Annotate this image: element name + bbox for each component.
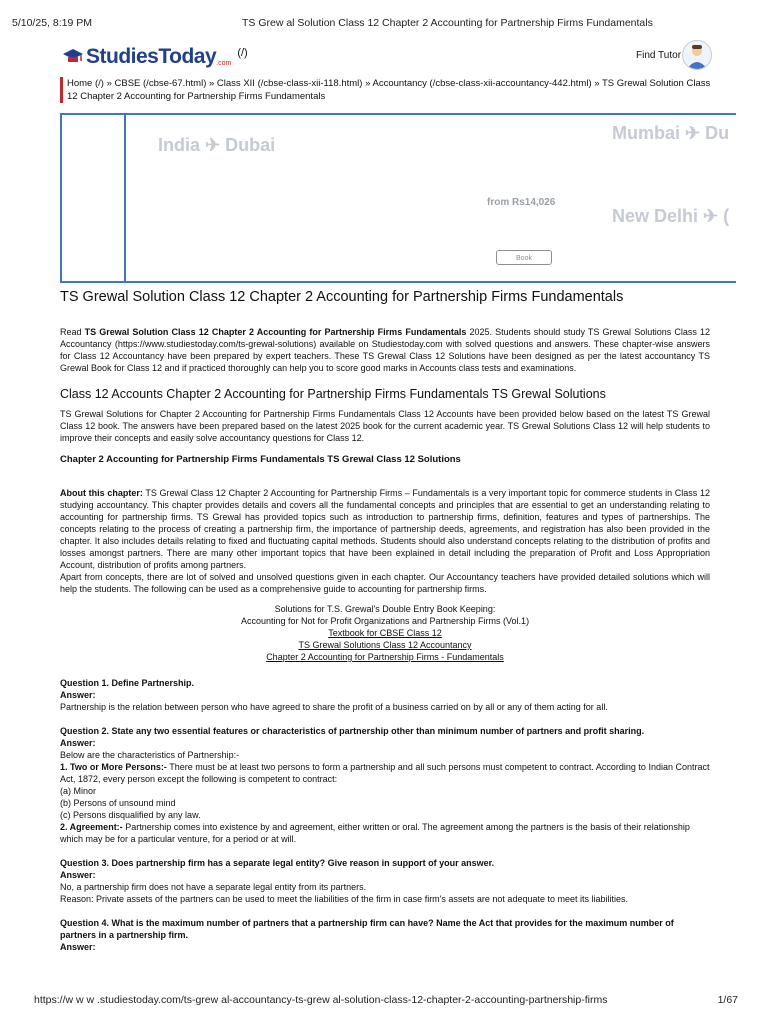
answer-label: Answer:	[60, 690, 96, 700]
find-tutor-link[interactable]: Find Tutor	[636, 50, 682, 61]
article	[60, 288, 710, 953]
ad-book-button[interactable]: Book	[496, 250, 552, 265]
print-url: https://w w w .studiestoday.com/ts-grew al-accountancy-ts-grew al-solution-class-12-chapter-2-accounting-partnership-firms	[34, 994, 608, 1006]
about-label: About this chapter:	[60, 488, 143, 498]
ad-price: from Rs14,026	[487, 197, 556, 208]
center-line: Solutions for T.S. Grewal's Double Entry Book Keeping:	[274, 604, 496, 614]
ad-route-mumbai: Mumbai ✈ Du	[612, 123, 730, 143]
section-heading: Chapter 2 Accounting for Partnership Firms Fundamentals TS Grewal Class 12 Solutions	[60, 454, 461, 465]
print-title: TS Grew al Solution Class 12 Chapter 2 Accounting for Partnership Firms Fundamentals	[242, 17, 653, 29]
flight-ad-banner[interactable]	[60, 113, 736, 283]
answer-text: No, a partnership firm does not have a separate legal entity from its partners.	[60, 882, 367, 892]
sub-paragraph: TS Grewal Solutions for Chapter 2 Accounting for Partnership Firms Fundamentals Class 12 Accounts have been provided below based on the latest TS Grewal Class 12 book. The answers have been prepared based on the latest 2025 book for the current academic year. TS Grewal Solutions Class 12 will help students to improve their concepts and easily solve accountancy questions for Class 12.	[60, 409, 710, 443]
site-logo[interactable]	[62, 42, 248, 72]
ad-route-new-delhi: New Delhi ✈ (	[612, 206, 730, 226]
solutions-block	[60, 603, 710, 663]
logo-suffix: .com	[216, 59, 232, 67]
question-2	[60, 725, 710, 845]
point-text: Partnership comes into existence by and agreement, either written or oral. The agreement among the partners is the basis of their relationship which may be for a particular venture, for a period or at will.	[60, 822, 690, 844]
answer-text: Partnership is the relation between person who have agreed to share the profit of a business carried on by all or any of them acting for all.	[60, 702, 608, 712]
print-datetime: 5/10/25, 8:19 PM	[12, 17, 92, 29]
list-item: (a) Minor	[60, 786, 97, 796]
breadcrumb[interactable]: Home (/) » CBSE (/cbse-67.html) » Class XII (/cbse-class-xii-118.html) » Accountancy (/cbse-class-xii-accountancy-442.html) » TS Grewal Solution Class 12 Chapter 2 Accounting for Partnership Firms Fundamentals	[60, 77, 717, 103]
textbook-link[interactable]: Textbook for CBSE Class 12	[328, 628, 442, 638]
logo-text: StudiesToday	[86, 45, 217, 68]
question-1	[60, 677, 710, 713]
intro-rest: 2025. Students should study TS Grewal Solutions Class 12 Accountancy (https://www.studiestoday.com/ts-grewal-solutions) available on Studiestoday.com with solved questions and answers. These chapter-wise answers for Class 12 Accountancy have been prepared by expert teachers. These TS Grewal Class 12 Solutions have been designed as per the latest accountancy TS Grewal Book for Class 12 and if practiced thoroughly can help you to score good marks in Accounts class tests and examinations.	[60, 327, 710, 373]
intro-paragraph	[60, 326, 710, 374]
ad-route-india-dubai: India ✈ Dubai	[158, 135, 276, 155]
question-text: Question 3. Does partnership firm has a separate legal entity? Give reason in support of your answer.	[60, 858, 495, 868]
answer-label: Answer:	[60, 942, 96, 952]
graduation-cap-icon	[62, 46, 84, 68]
page-title: TS Grewal Solution Class 12 Chapter 2 Accounting for Partnership Firms Fundamentals	[60, 289, 624, 305]
answer-label: Answer:	[60, 738, 96, 748]
answer-text: Reason: Private assets of the partners can be used to meet the liabilities of the firm in case firm's assets are not adequate to meet its liabilities.	[60, 894, 629, 904]
user-avatar-icon[interactable]	[682, 40, 712, 70]
answer-point	[60, 761, 710, 785]
about-paragraph	[60, 487, 710, 571]
apart-paragraph: Apart from concepts, there are lot of solved and unsolved questions given in each chapter. Our Accountancy teachers have provided detailed solutions which will help the students. The following can be used as a comprehensive guide to accounting for partnership firms.	[60, 572, 710, 594]
list-item: (c) Persons disqualified by any law.	[60, 810, 201, 820]
banner-divider	[124, 115, 126, 281]
question-text: Question 1. Define Partnership.	[60, 678, 195, 688]
about-text: TS Grewal Class 12 Chapter 2 Accounting for Partnership Firms – Fundamentals is a very important topic for commerce students in Class 12 studying accountancy. This chapter provides details and covers all the fundamental concepts and principles that are essential to get an understanding relating to accounting for partnership firms. TS Grewal has provided topics such as introduction to partnership firms, definition, features and types of partnerships. The concepts relating to the process of creating a partnership firm, the importance of partnership deeds, agreements, and registration has also been provided in the chapter. It also includes details relating to fixed and fluctuating capital methods. Students should also understand concepts relating to the distribution of profits and losses amongst partners. There are many other important topics that have been explained in detail including the preparation of Profit and Loss Appropriation Account, distribution of profits among partners.	[60, 488, 710, 570]
question-text: Question 2. State any two essential features or characteristics of partnership other than minimum number of partners and profit sharing.	[60, 726, 645, 736]
ts-grewal-solutions-link[interactable]: TS Grewal Solutions Class 12 Accountancy	[298, 640, 472, 650]
chapter-2-link[interactable]: Chapter 2 Accounting for Partnership Firms - Fundamentals	[266, 652, 504, 662]
point-text: There must be at least two persons to form a partnership and all such persons must competent to contract. According to Indian Contract Act, 1872, every person except the following is competent to contract:	[60, 762, 710, 784]
answer-label: Answer:	[60, 870, 96, 880]
answer-text: Below are the characteristics of Partnership:-	[60, 750, 240, 760]
home-link[interactable]: (/)	[237, 47, 248, 59]
list-item: (b) Persons of unsound mind	[60, 798, 176, 808]
point-label: 2. Agreement:-	[60, 822, 123, 832]
question-4	[60, 917, 710, 953]
point-label: 1. Two or More Persons:-	[60, 762, 167, 772]
intro-lead: Read	[60, 327, 85, 337]
page-number: 1/67	[717, 994, 738, 1006]
intro-bold: TS Grewal Solution Class 12 Chapter 2 Accounting for Partnership Firms Fundamentals	[84, 327, 467, 337]
subheading: Class 12 Accounts Chapter 2 Accounting for Partnership Firms Fundamentals TS Grewal Solutions	[60, 387, 606, 401]
question-text: Question 4. What is the maximum number of partners that a partnership firm can have? Name the Act that provides for the maximum number of partners in a partnership firm.	[60, 918, 674, 940]
center-line: Accounting for Not for Profit Organizations and Partnership Firms (Vol.1)	[240, 616, 530, 626]
answer-point	[60, 821, 710, 845]
question-3	[60, 857, 710, 905]
